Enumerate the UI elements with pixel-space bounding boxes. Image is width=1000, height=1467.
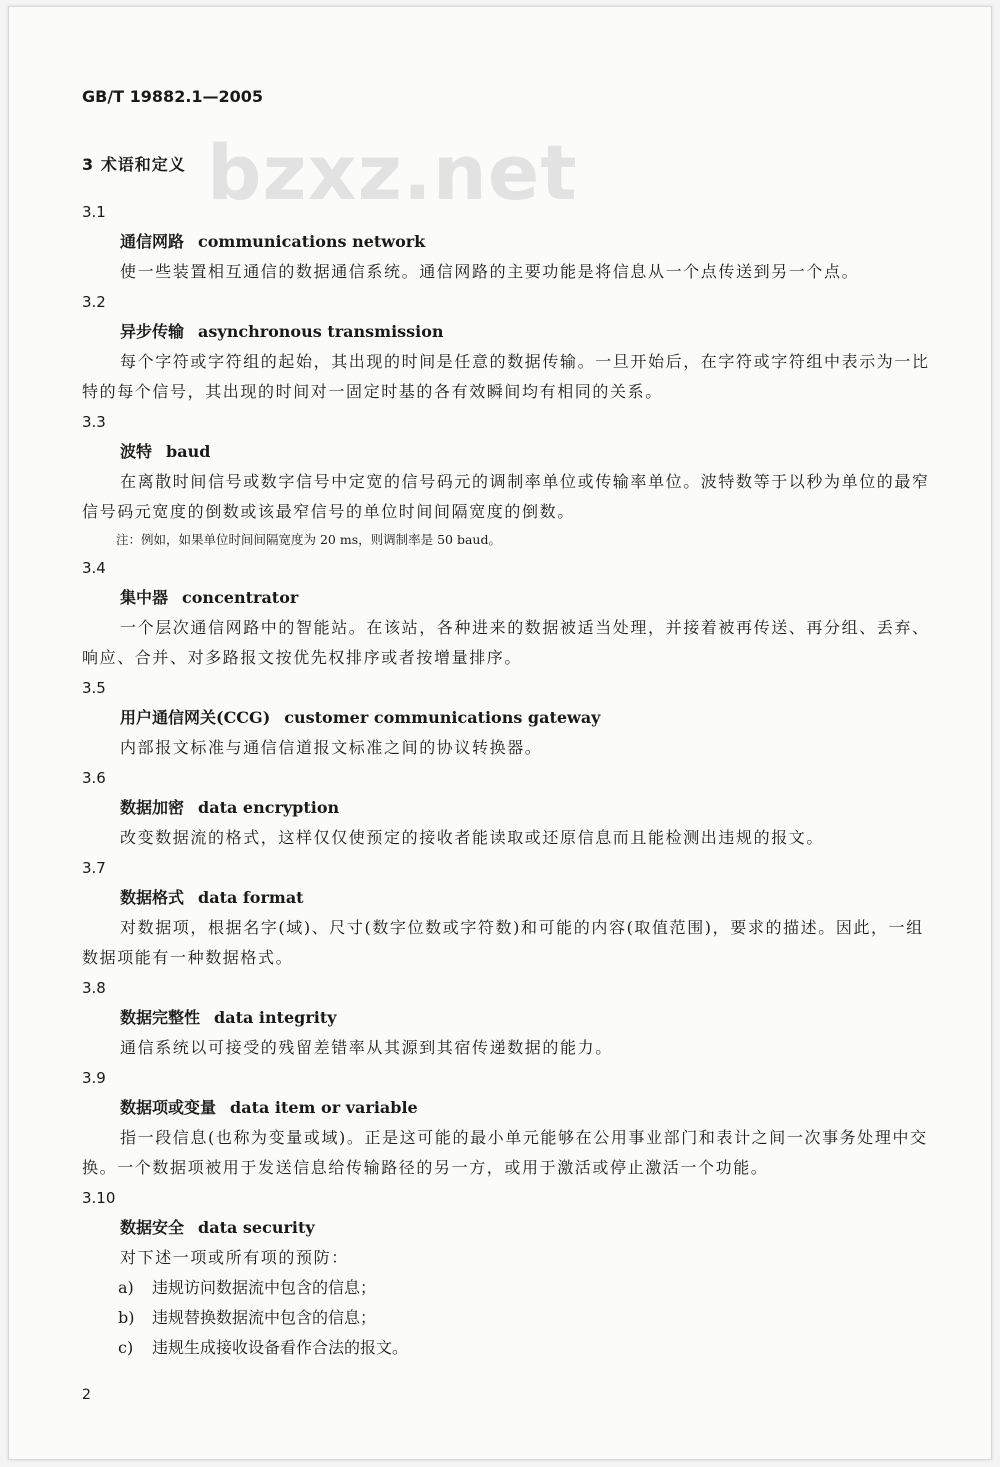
term — [82, 1093, 932, 1123]
entry-number: 3.4 — [82, 559, 106, 577]
entry-number: 3.1 — [82, 203, 106, 221]
term-english: data item or variable — [230, 1098, 418, 1117]
document-page — [8, 6, 992, 1460]
entry-number: 3.2 — [82, 293, 106, 311]
term — [82, 317, 932, 347]
definition-text: 通信系统以可接受的残留差错率从其源到其宿传递数据的能力。 — [120, 1038, 613, 1057]
definitions-list — [82, 197, 932, 1363]
term — [82, 437, 932, 467]
term-chinese: 用户通信网关(CCG) — [120, 708, 271, 727]
term — [82, 227, 932, 257]
definition-text: 改变数据流的格式，这样仅仅使预定的接收者能读取或还原信息而且能检测出违规的报文。 — [120, 828, 825, 847]
list-item — [82, 1333, 932, 1363]
definition-entry — [82, 197, 932, 287]
term-chinese: 数据加密 — [120, 798, 185, 817]
entry-number: 3.7 — [82, 859, 106, 877]
entry-number: 3.10 — [82, 1189, 116, 1207]
term — [82, 883, 932, 913]
term-chinese: 数据格式 — [120, 888, 185, 907]
term — [82, 793, 932, 823]
chapter-title: 3 术语和定义 — [82, 155, 186, 174]
standard-header: GB/T 19882.1—2005 — [82, 87, 264, 106]
term-english: asynchronous transmission — [198, 322, 444, 341]
list-item-label: c) — [118, 1338, 134, 1357]
term-english: data integrity — [214, 1008, 337, 1027]
term-english: data encryption — [198, 798, 340, 817]
definition-entry — [82, 763, 932, 853]
term-chinese: 数据完整性 — [120, 1008, 201, 1027]
entry-number: 3.9 — [82, 1069, 106, 1087]
entry-number: 3.5 — [82, 679, 106, 697]
term-chinese: 数据安全 — [120, 1218, 185, 1237]
entry-number: 3.6 — [82, 769, 106, 787]
definition-entry — [82, 1183, 932, 1363]
list-item — [82, 1273, 932, 1303]
term-english: baud — [166, 442, 211, 461]
list-item-text: 违规访问数据流中包含的信息； — [152, 1278, 377, 1297]
definition-text: 对下述一项或所有项的预防： — [120, 1248, 349, 1267]
term — [82, 1213, 932, 1243]
definition-text: 指一段信息(也称为变量或域)。正是这可能的最小单元能够在公用事业部门和表计之间一次事务处理中交换。一个数据项被用于发送信息给传输路径的另一方，或用于激活或停止激活一个功能。 — [82, 1128, 928, 1177]
list-item-label: a) — [118, 1278, 134, 1297]
definition-entry — [82, 853, 932, 973]
entry-number: 3.3 — [82, 413, 106, 431]
definition-entry — [82, 673, 932, 763]
definition-entry — [82, 407, 932, 553]
list-item-label: b) — [118, 1308, 135, 1327]
definition-entry — [82, 287, 932, 407]
list-item-text: 违规替换数据流中包含的信息； — [152, 1308, 377, 1327]
term-english: data format — [198, 888, 304, 907]
term-chinese: 集中器 — [120, 588, 169, 607]
term — [82, 703, 932, 733]
term-english: data security — [198, 1218, 315, 1237]
term-chinese: 数据项或变量 — [120, 1098, 217, 1117]
list-item — [82, 1303, 932, 1333]
term-chinese: 异步传输 — [120, 322, 185, 341]
definition-entry — [82, 973, 932, 1063]
list-item-text: 违规生成接收设备看作合法的报文。 — [152, 1338, 409, 1357]
definition-entry — [82, 553, 932, 673]
term-chinese: 波特 — [120, 442, 153, 461]
entry-number: 3.8 — [82, 979, 106, 997]
definition-text: 每个字符或字符组的起始，其出现的时间是任意的数据传输。一旦开始后，在字符或字符组中表示为一比特的每个信号，其出现的时间对一固定时基的各有效瞬间均有相同的关系。 — [82, 352, 930, 401]
definition-text: 在离散时间信号或数字信号中定宽的信号码元的调制率单位或传输率单位。波特数等于以秒为单位的最窄信号码元宽度的倒数或该最窄信号的单位时间间隔宽度的倒数。 — [82, 472, 930, 521]
definition-text: 对数据项，根据名字(域)、尺寸(数字位数或字符数)和可能的内容(取值范围)，要求的描述。因此，一组数据项能有一种数据格式。 — [82, 918, 924, 967]
note: 注：例如，如果单位时间间隔宽度为 20 ms，则调制率是 50 baud。 — [116, 532, 501, 547]
definition-text: 一个层次通信网路中的智能站。在该站，各种进来的数据被适当处理，并接着被再传送、再分组、丢弃、响应、合并、对多路报文按优先权排序或者按增量排序。 — [82, 618, 930, 667]
term-chinese: 通信网路 — [120, 232, 185, 251]
definition-entry — [82, 1063, 932, 1183]
term — [82, 1003, 932, 1033]
definition-text: 使一些装置相互通信的数据通信系统。通信网路的主要功能是将信息从一个点传送到另一个点。 — [120, 262, 860, 281]
term — [82, 583, 932, 613]
term-english: customer communications gateway — [284, 708, 601, 727]
term-english: communications network — [198, 232, 426, 251]
watermark: bzxz.net — [207, 128, 578, 217]
definition-text: 内部报文标准与通信信道报文标准之间的协议转换器。 — [120, 738, 543, 757]
term-english: concentrator — [182, 588, 299, 607]
page-number: 2 — [82, 1387, 91, 1403]
